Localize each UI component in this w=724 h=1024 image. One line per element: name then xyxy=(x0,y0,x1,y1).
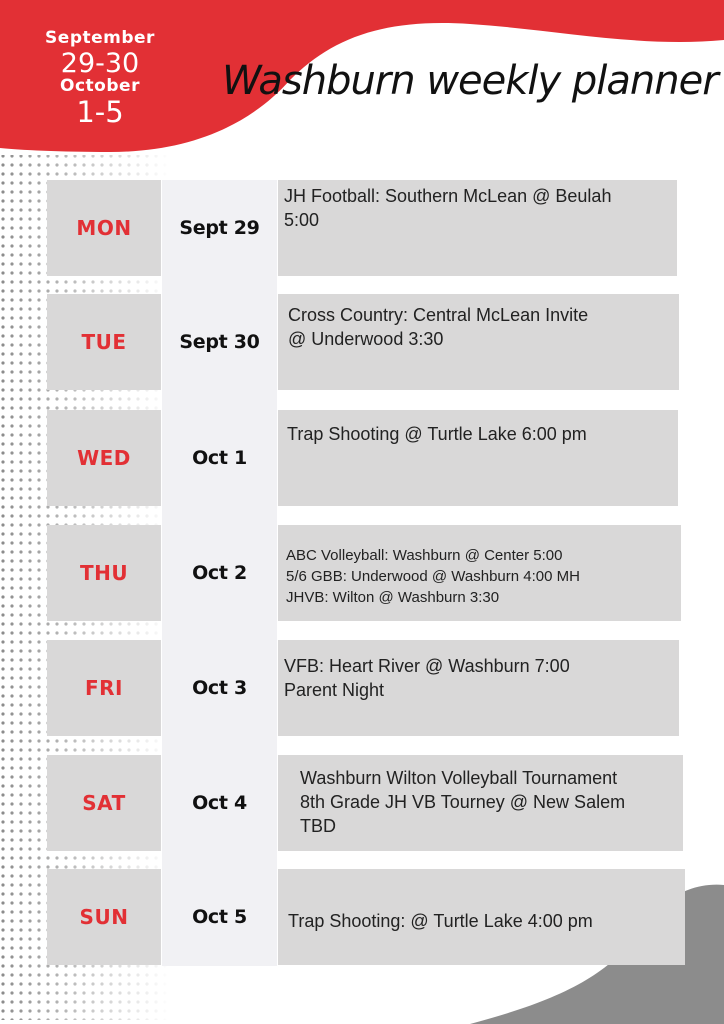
planner-row-sun xyxy=(0,869,724,965)
date-cell xyxy=(162,755,277,851)
day-cell xyxy=(47,410,161,506)
event-cell xyxy=(278,410,678,506)
event-line: 5:00 xyxy=(284,210,320,230)
event-line: JHVB: Wilton @ Washburn 3:30 xyxy=(286,589,500,606)
event-line: @ Underwood 3:30 xyxy=(288,329,444,349)
event-line: Trap Shooting: @ Turtle Lake 4:00 pm xyxy=(288,911,593,931)
date-cell xyxy=(162,180,277,276)
event-line: TBD xyxy=(300,816,336,836)
event-line: Parent Night xyxy=(284,680,385,700)
date-label: Sept 29 xyxy=(179,217,260,239)
event-line: 5/6 GBB: Underwood @ Washburn 4:00 MH xyxy=(286,568,580,585)
planner-row-fri xyxy=(0,640,724,736)
day-cell xyxy=(47,755,161,851)
event-line: Washburn Wilton Volleyball Tournament xyxy=(300,768,618,788)
day-cell xyxy=(47,525,161,621)
date-label: Oct 3 xyxy=(192,677,247,699)
day-label: MON xyxy=(76,216,132,240)
event-line: VFB: Heart River @ Washburn 7:00 xyxy=(284,656,570,676)
date-label: Sept 30 xyxy=(179,331,260,353)
event-line: ABC Volleyball: Washburn @ Center 5:00 xyxy=(286,547,563,564)
planner-row-tue xyxy=(0,294,724,390)
event-cell xyxy=(278,755,683,851)
header-month-september: September xyxy=(45,28,155,48)
day-label: WED xyxy=(77,446,131,470)
planner-row-sat xyxy=(0,755,724,851)
event-cell xyxy=(278,869,685,965)
date-label: Oct 4 xyxy=(192,792,247,814)
header-month-october: October xyxy=(60,76,140,96)
date-cell xyxy=(162,294,277,390)
planner-row-mon xyxy=(0,180,724,276)
date-cell xyxy=(162,410,277,506)
day-cell xyxy=(47,869,161,965)
date-label: Oct 5 xyxy=(192,906,247,928)
event-line: JH Football: Southern McLean @ Beulah xyxy=(284,186,612,206)
day-label: THU xyxy=(79,561,129,585)
day-label: TUE xyxy=(81,330,127,354)
planner-row-wed xyxy=(0,410,724,506)
event-cell xyxy=(278,180,677,276)
event-line: Cross Country: Central McLean Invite xyxy=(288,305,589,325)
date-cell xyxy=(162,640,277,736)
page-title: Washburn weekly planner xyxy=(222,58,718,104)
day-cell xyxy=(47,640,161,736)
header-date-range xyxy=(0,28,200,128)
date-cell xyxy=(162,869,277,965)
event-line: 8th Grade JH VB Tourney @ New Salem xyxy=(300,792,626,812)
day-label: FRI xyxy=(84,676,123,700)
day-cell xyxy=(47,294,161,390)
header-range-october: 1-5 xyxy=(76,95,124,129)
event-line: Trap Shooting @ Turtle Lake 6:00 pm xyxy=(287,424,587,444)
planner-row-thu xyxy=(0,525,724,621)
event-cell xyxy=(278,640,679,736)
header-range-september: 29-30 xyxy=(60,48,140,79)
day-label: SAT xyxy=(82,791,126,815)
event-cell xyxy=(278,294,679,390)
date-label: Oct 1 xyxy=(192,447,247,469)
day-label: SUN xyxy=(79,905,129,929)
date-label: Oct 2 xyxy=(192,562,247,584)
date-cell xyxy=(162,525,277,621)
event-cell xyxy=(278,525,681,621)
day-cell xyxy=(47,180,161,276)
